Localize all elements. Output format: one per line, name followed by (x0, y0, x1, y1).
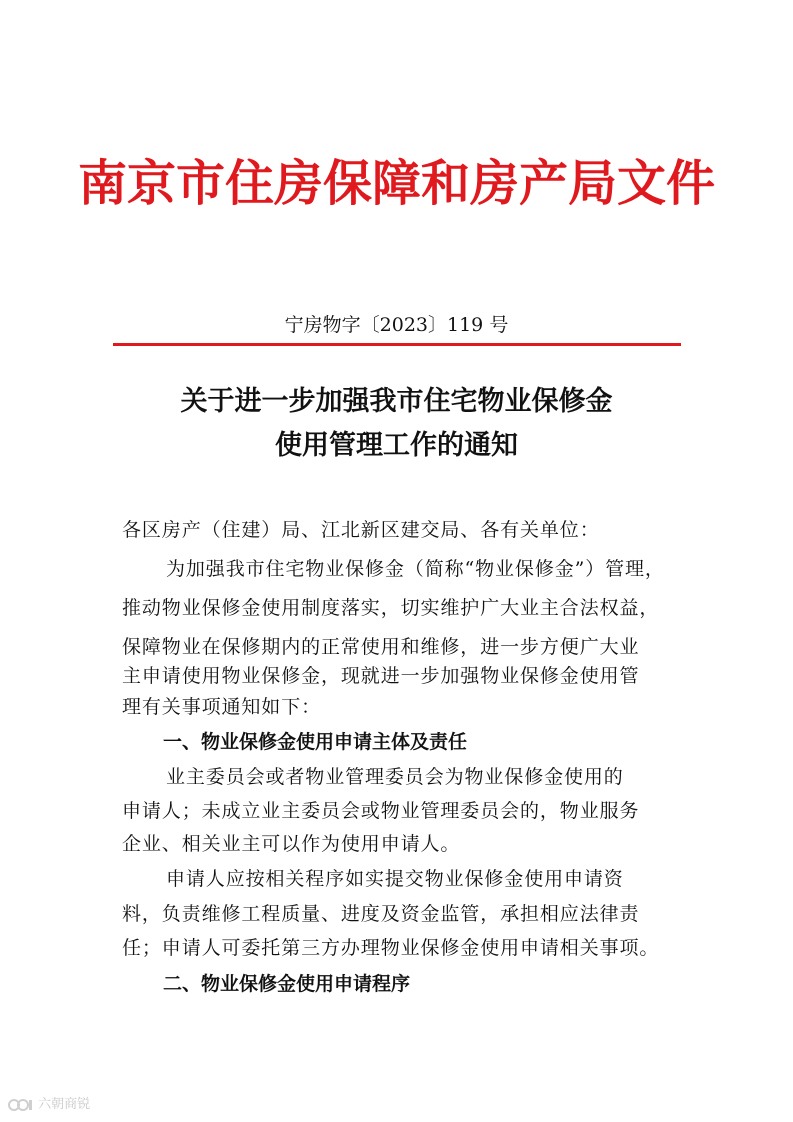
intro-line: 推动物业保修金使用制度落实，切实维护广大业主合法权益， (122, 597, 660, 619)
document-number: 宁房物字〔2023〕119 号 (284, 314, 509, 336)
section-1-paragraph-line: 申请人应按相关程序如实提交物业保修金使用申请资 (166, 868, 624, 890)
intro-line: 理有关事项通知如下： (122, 696, 322, 718)
intro-line: 主申请使用物业保修金，现就进一步加强物业保修金使用管 (122, 665, 640, 687)
watermark-logo-icon (8, 1097, 34, 1113)
section-1-paragraph-line: 料，负责维修工程质量、进度及资金监管，承担相应法律责 (122, 903, 640, 925)
masthead-title: 南京市住房保障和房产局文件 (77, 155, 715, 212)
addressee: 各区房产（住建）局、江北新区建交局、各有关单位： (122, 519, 600, 541)
section-1-paragraph-line: 企业、相关业主可以作为使用申请人。 (122, 833, 461, 855)
notice-title-line-1: 关于进一步加强我市住宅物业保修金 (180, 386, 613, 417)
section-1-heading: 一、物业保修金使用申请主体及责任 (163, 731, 468, 753)
section-1-paragraph-line: 任；申请人可委托第三方办理物业保修金使用申请相关事项。 (122, 937, 660, 959)
section-2-heading: 二、物业保修金使用申请程序 (163, 973, 411, 995)
watermark (8, 1093, 118, 1117)
watermark-text: 六朝商锐 (38, 1097, 91, 1112)
notice-title-line-2: 使用管理工作的通知 (275, 430, 518, 461)
intro-line: 保障物业在保修期内的正常使用和维修，进一步方便广大业 (122, 636, 640, 658)
intro-line: 为加强我市住宅物业保修金（简称“物业保修金”）管理， (166, 558, 665, 580)
section-1-paragraph-line: 申请人；未成立业主委员会或物业管理委员会的，物业服务 (122, 800, 640, 822)
red-separator-line (113, 343, 681, 346)
section-1-paragraph-line: 业主委员会或者物业管理委员会为物业保修金使用的 (166, 766, 624, 788)
